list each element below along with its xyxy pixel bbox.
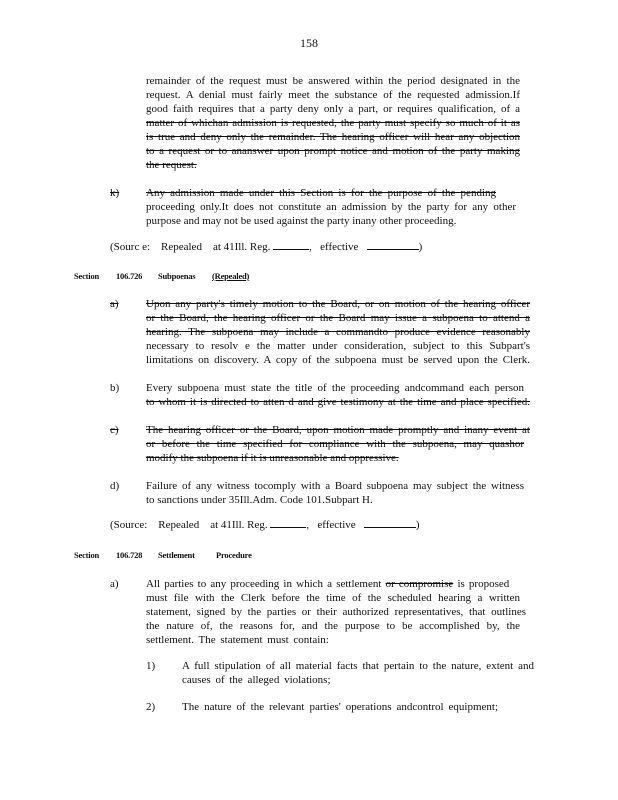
source-label: (Source: xyxy=(110,519,148,531)
source-close: ) xyxy=(415,519,420,531)
source-repealed: Repealed xyxy=(158,519,200,531)
text-line: limitations on discovery. A copy of the subpoena must be served upon the Clerk. xyxy=(146,354,530,366)
section-number: 106.726 xyxy=(116,271,143,281)
blank-line xyxy=(367,249,419,250)
item-marker: a) xyxy=(110,578,119,590)
source-note: (Source: Repealed at 41Ill. Reg. , effective ) xyxy=(110,519,420,531)
text-line: remainder of the request must be answered within the period designated in the xyxy=(146,75,520,87)
struck-text-line: to a request or to ananswer upon prompt notice and motion of the party making xyxy=(146,145,520,157)
section-number: 106.728 xyxy=(116,550,143,560)
struck-text-line: the request. xyxy=(146,159,197,171)
source-register: at 41Ill. Reg. xyxy=(210,519,268,531)
text-line: Every subpoena must state the title of the proceeding andcommand each person xyxy=(146,382,524,394)
text-line: necessary to resolv e the matter under consideration, subject to this Subpart's xyxy=(146,340,530,352)
struck-text-line: or before the time specified for compliance with the subpoena, may quashor xyxy=(146,438,524,450)
struck-text-line: Upon any party's timely motion to the Board, or on motion of the hearing officer xyxy=(146,298,530,310)
page-number: 158 xyxy=(300,36,318,50)
text-line: the nature of, the reasons for, and the purpose to be accomplished by, the xyxy=(146,620,520,632)
text-line: good faith requires that a party deny only a part, or requires qualification, of a xyxy=(146,103,520,115)
text-line: A full stipulation of all material facts that pertain to the nature, extent and xyxy=(182,660,534,672)
blank-line xyxy=(273,249,309,250)
text-line: proceeding only.It does not constitute an admission by the party for any other xyxy=(146,201,516,213)
item-marker: d) xyxy=(110,480,120,492)
text-line: settlement. The statement must contain: xyxy=(146,634,329,646)
text-segment: is proposed xyxy=(457,578,510,590)
struck-text-line: is true and deny only the remainder. The hearing officer will hear any objection xyxy=(146,131,520,143)
item-marker: c) xyxy=(110,424,119,436)
section-title: Settlement xyxy=(158,550,195,560)
text-line xyxy=(146,577,526,591)
struck-text-line: modify the subpoena if it is unreasonable and oppressive. xyxy=(146,452,399,464)
source-label: (Sourc e: xyxy=(110,241,151,253)
blank-line xyxy=(270,527,306,528)
section-label: Section xyxy=(74,271,100,281)
source-repealed: Repealed xyxy=(161,241,202,253)
text-line: must file with the Clerk before the time of the scheduled hearing a written xyxy=(146,592,520,604)
section-status: (Repealed) xyxy=(212,271,250,281)
item-marker: 1) xyxy=(146,660,156,672)
item-marker: 2) xyxy=(146,701,156,713)
struck-text-line: Any admission made under this Section is for the purpose of the pending xyxy=(146,187,496,199)
text-line: request. A denial must fairly meet the substance of the requested admission.If xyxy=(146,89,520,101)
text-line: purpose and may not be used against the party inany other proceeding. xyxy=(146,215,457,227)
struck-text-line: hearing. The subpoena may include a commandto produce evidence reasonably xyxy=(146,326,530,338)
section-title-2: Procedure xyxy=(216,550,252,560)
struck-text-line: matter of whichan admission is requested, the party must specify so much of it as xyxy=(146,117,520,129)
section-label: Section xyxy=(74,550,100,560)
section-title: Subpoenas xyxy=(158,271,196,281)
blank-line xyxy=(364,527,416,528)
struck-text-segment: or compromise xyxy=(385,578,454,590)
text-line: Failure of any witness tocomply with a Board subpoena may subject the witness xyxy=(146,480,524,492)
text-line: to sanctions under 35Ill.Adm. Code 101.Subpart H. xyxy=(146,494,373,506)
text-line: causes of the alleged violations; xyxy=(182,674,331,686)
source-note: (Sourc e: Repealed at 41Ill. Reg. , effective ) xyxy=(110,241,423,253)
struck-text-line: or the Board, the hearing officer or the Board may issue a subpoena to attend a xyxy=(146,312,530,324)
item-marker: k) xyxy=(110,187,120,199)
source-effective: effective xyxy=(320,241,359,253)
source-register: at 41Ill. Reg. xyxy=(212,241,271,253)
text-segment: All parties to any proceeding in which a settlement xyxy=(146,578,382,590)
text-line: The nature of the relevant parties' operations andcontrol equipment; xyxy=(182,701,498,713)
struck-text-line: The hearing officer or the Board, upon motion made promptly and inany event at xyxy=(146,424,530,436)
struck-text-line: to whom it is directed to atten d and give testimony at the time and place specified. xyxy=(146,396,530,408)
text-line: statement, signed by the parties or their authorized representatives, that outlines xyxy=(146,606,526,618)
item-marker: b) xyxy=(110,382,120,394)
item-marker: a) xyxy=(110,298,119,310)
source-effective: effective xyxy=(317,519,356,531)
source-close: ) xyxy=(418,241,423,253)
